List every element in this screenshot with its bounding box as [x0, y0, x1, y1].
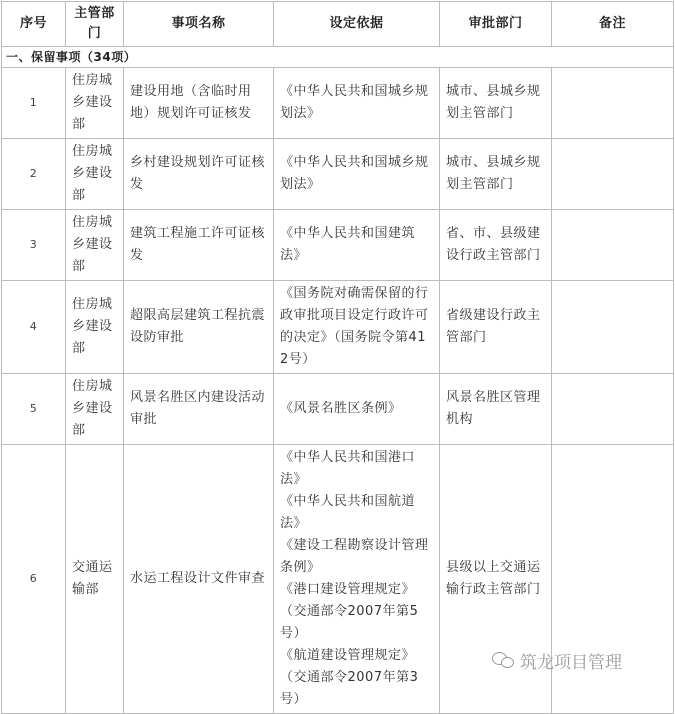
cell-basis: 《中华人民共和国建筑法》: [274, 210, 440, 281]
cell-approver: 风景名胜区管理机构: [440, 374, 552, 445]
section-title: 一、保留事项（34项）: [2, 47, 674, 68]
approval-items-table: [1, 1, 674, 714]
cell-seq: 4: [2, 281, 66, 374]
header-note: 备注: [552, 2, 674, 47]
header-dept: 主管部门: [66, 2, 124, 47]
cell-name: 乡村建设规划许可证核发: [124, 139, 274, 210]
cell-note: [552, 210, 674, 281]
cell-approver: 城市、县城乡规划主管部门: [440, 139, 552, 210]
section-row: [2, 47, 674, 68]
table-row: [2, 281, 674, 374]
watermark-text: 筑龙项目管理: [520, 652, 622, 673]
cell-seq: 3: [2, 210, 66, 281]
cell-basis: 《中华人民共和国港口法》 《中华人民共和国航道法》 《建设工程勘察设计管理条例》 《港口建设管理规定》（交通部令2007年第5号） 《航道建设管理规定》（交通部令2007年第3号）: [274, 445, 440, 714]
cell-note: [552, 281, 674, 374]
cell-name: 水运工程设计文件审查: [124, 445, 274, 714]
cell-dept: 住房城乡建设部: [66, 210, 124, 281]
cell-basis: 《国务院对确需保留的行政审批项目设定行政许可的决定》（国务院令第412号）: [274, 281, 440, 374]
cell-dept: 交通运输部: [66, 445, 124, 714]
watermark: [492, 646, 672, 674]
cell-note: [552, 139, 674, 210]
header-seq: 序号: [2, 2, 66, 47]
cell-approver: 城市、县城乡规划主管部门: [440, 68, 552, 139]
cell-dept: 住房城乡建设部: [66, 374, 124, 445]
cell-approver: 省级建设行政主管部门: [440, 281, 552, 374]
cell-note: [552, 374, 674, 445]
cell-name: 建筑工程施工许可证核发: [124, 210, 274, 281]
cell-seq: 5: [2, 374, 66, 445]
table-header-row: [2, 2, 674, 47]
cell-name: 超限高层建筑工程抗震设防审批: [124, 281, 274, 374]
header-basis: 设定依据: [274, 2, 440, 47]
cell-name: 风景名胜区内建设活动审批: [124, 374, 274, 445]
cell-dept: 住房城乡建设部: [66, 139, 124, 210]
cell-dept: 住房城乡建设部: [66, 281, 124, 374]
header-name: 事项名称: [124, 2, 274, 47]
table-row: [2, 374, 674, 445]
cell-approver: 省、市、县级建设行政主管部门: [440, 210, 552, 281]
cell-note: [552, 68, 674, 139]
cell-name: 建设用地（含临时用地）规划许可证核发: [124, 68, 274, 139]
table-row: [2, 210, 674, 281]
table-row: [2, 139, 674, 210]
cell-basis: 《风景名胜区条例》: [274, 374, 440, 445]
cell-dept: 住房城乡建设部: [66, 68, 124, 139]
table-row: [2, 68, 674, 139]
header-approver: 审批部门: [440, 2, 552, 47]
cell-basis: 《中华人民共和国城乡规划法》: [274, 139, 440, 210]
cell-basis: 《中华人民共和国城乡规划法》: [274, 68, 440, 139]
cell-approver: 县级以上交通运输行政主管部门: [440, 445, 552, 714]
cell-seq: 2: [2, 139, 66, 210]
cell-seq: 6: [2, 445, 66, 714]
wechat-icon: [492, 652, 514, 668]
cell-seq: 1: [2, 68, 66, 139]
